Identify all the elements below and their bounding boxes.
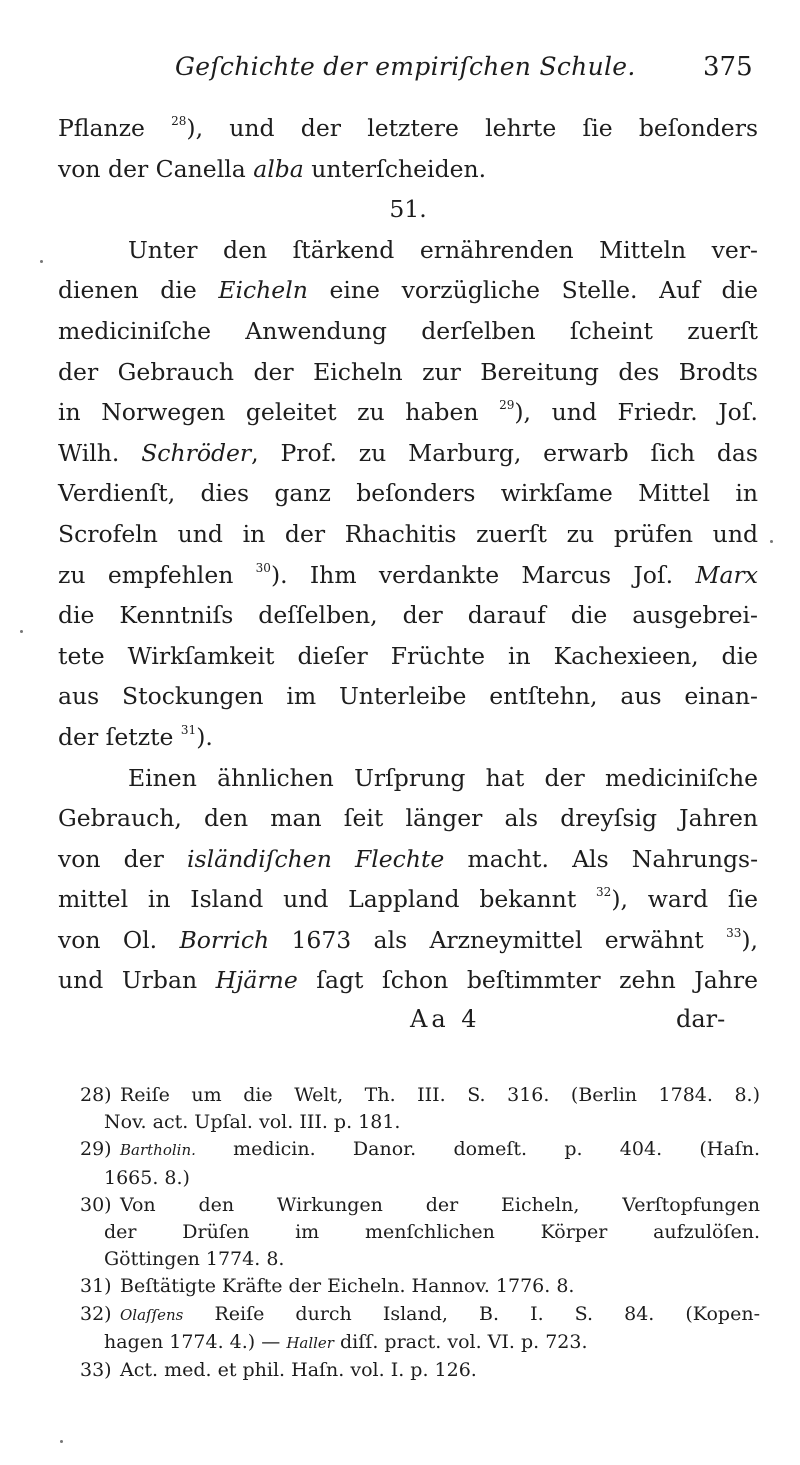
footnote-number: 29) — [80, 1138, 112, 1161]
text-line: der Gebrauch der Eicheln zur Bereitung des Brodts — [58, 357, 758, 386]
text-line: Gebrauch, den man ſeit länger als dreyſsig Jahren — [58, 804, 758, 833]
text-line: die Kenntniſs deſſelben, der darauf die ausgebrei- — [58, 601, 758, 630]
text-line: der ſetzte $^{31}$). — [58, 722, 213, 751]
text-line: Pflanze $^{28}$), und der letztere lehrte ſie beſonders — [58, 114, 759, 142]
paper-speck — [770, 540, 773, 543]
catchline — [0, 1005, 800, 1045]
footnote-number: 32) — [80, 1302, 112, 1325]
footnote-number: 28) — [80, 1084, 112, 1106]
footnote-30 — [80, 1192, 760, 1274]
paper-speck — [20, 630, 23, 633]
text-line: von der Canella alba unterſcheiden. — [58, 154, 487, 183]
page-number: 375 — [703, 52, 753, 82]
footnote-line: hagen 1774. 4.) — Haller diſſ. pract. vol. VI. p. 723. — [104, 1330, 588, 1353]
text-line: Unter den ſtärkend ernährenden Mitteln ver- — [128, 235, 758, 264]
footnote-line: Reiſe um die Welt, Th. III. S. 316. (Berlin 1784. 8.) — [120, 1084, 760, 1106]
text-line: aus Stockungen im Unterleibe entſtehn, aus einan- — [58, 682, 758, 711]
footnote-29 — [80, 1136, 760, 1191]
footnote-28 — [80, 1082, 760, 1136]
text-line: mittel in Island und Lappland bekannt $^{32}$), ward ſie — [58, 885, 758, 914]
signature-mark: Aa 4 — [410, 1005, 481, 1033]
text-line: von Ol. Borrich 1673 als Arzneymittel erwähnt $^{33}$), — [58, 925, 758, 954]
text-line: dienen die Eicheln eine vorzügliche Stelle. Auf die — [58, 276, 758, 305]
text-line: Einen ähnlichen Urſprung hat der mediciniſche — [128, 763, 758, 792]
footnote-line: Göttingen 1774. 8. — [104, 1248, 285, 1271]
text-line: Scrofeln und in der Rhachitis zuerſt zu prüfen und — [58, 519, 758, 548]
paper-speck — [60, 1440, 63, 1443]
text-line: Verdienſt, dies ganz beſonders wirkſame Mittel in — [58, 479, 758, 508]
footnote-number: 30) — [80, 1193, 112, 1216]
footnote-number: 33) — [80, 1359, 112, 1382]
footnote-31 — [80, 1273, 760, 1300]
footnote-line: 1665. 8.) — [104, 1166, 190, 1189]
text-line: und Urban Hjärne ſagt ſchon beſtimmter zehn Jahre — [58, 966, 758, 995]
text-line: Wilh. Schröder, Prof. zu Marburg, erwarb ſich das — [58, 438, 758, 467]
main-text — [58, 108, 758, 1001]
footnote-line: Beſtätigte Kräfte der Eicheln. Hannov. 1776. 8. — [120, 1275, 575, 1298]
footnote-line: Olaſſens Reiſe durch Island, B. I. S. 84. (Kopen- — [120, 1302, 760, 1325]
footnote-line: Von den Wirkungen der Eicheln, Verſtopfungen — [120, 1193, 760, 1216]
text-line: in Norwegen geleitet zu haben $^{29}$), und Friedr. Joſ. — [58, 398, 758, 427]
running-title: Geſchichte der empiriſchen Schule. — [175, 52, 636, 81]
catchword: dar- — [676, 1005, 726, 1033]
footnote-33 — [80, 1357, 760, 1384]
text-line: von der isländiſchen Flechte macht. Als Nahrungs- — [58, 844, 759, 873]
text-line: tete Wirkſamkeit dieſer Früchte in Kachexieen, die — [58, 641, 758, 670]
footnote-number: 31) — [80, 1275, 112, 1298]
footnote-line: Nov. act. Upſal. vol. III. p. 181. — [104, 1111, 401, 1134]
footnote-32 — [80, 1301, 760, 1357]
paper-speck — [40, 260, 43, 263]
page-header — [0, 52, 800, 92]
footnote-line: Act. med. et phil. Haſn. vol. I. p. 126. — [120, 1359, 477, 1382]
section-number: 51. — [389, 195, 427, 224]
footnote-line: der Drüſen im menſchlichen Körper aufzulöſen. — [104, 1221, 760, 1244]
footnotes — [80, 1082, 760, 1384]
text-line: mediciniſche Anwendung derſelben ſcheint zuerſt — [58, 316, 758, 345]
footnote-line: Bartholin. medicin. Danor. domeſt. p. 404. (Haſn. — [120, 1138, 760, 1161]
text-line: zu empfehlen $^{30}$). Ihm verdankte Marcus Joſ. Marx — [58, 560, 758, 589]
